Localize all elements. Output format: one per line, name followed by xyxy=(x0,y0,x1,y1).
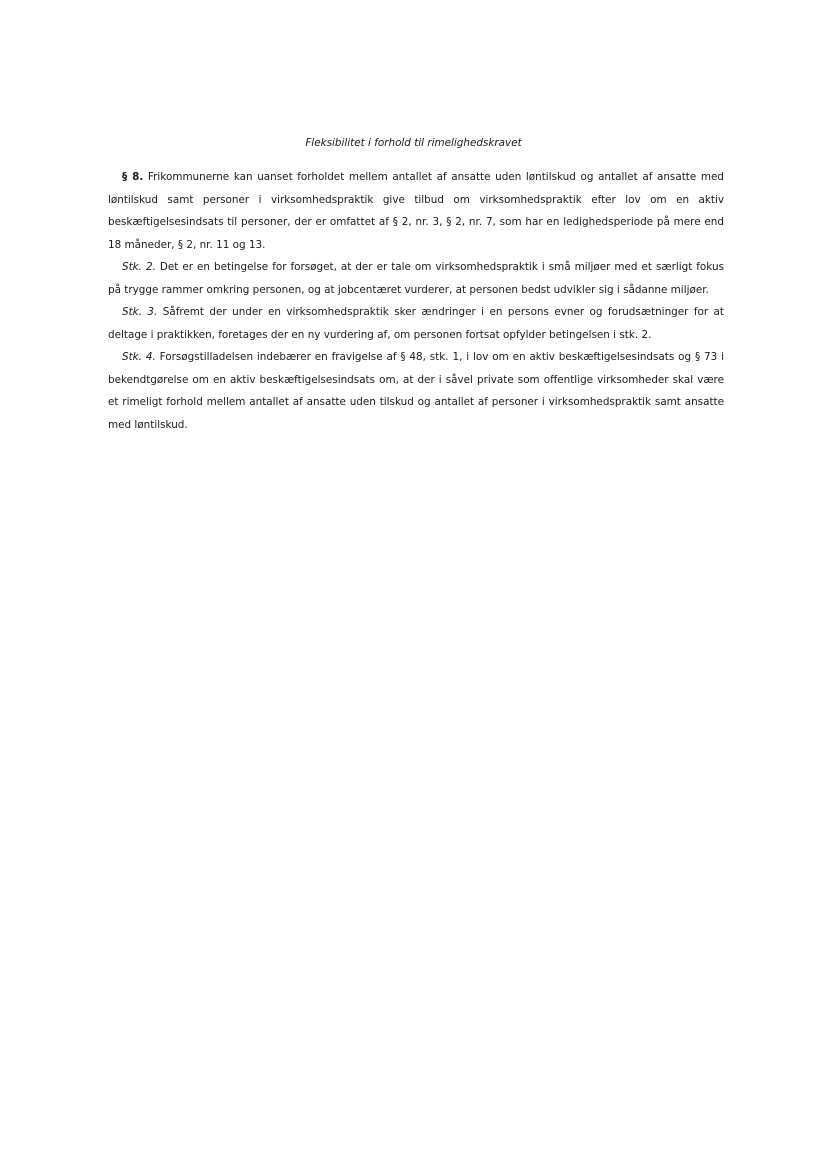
paragraph-text: Det er en betingelse for forsøget, at der er tale om virksomhedspraktik i små miljøer med et særligt fokus på trygge rammer omkring personen, og at jobcentæret vurderer, at personen bedst udvikler sig i sådanne miljøer. xyxy=(108,261,724,296)
document-body xyxy=(108,166,724,436)
paragraph-text: Forsøgstilladelsen indebærer en fravigelse af § 48, stk. 1, i lov om en aktiv beskæftigelsesindsats og § 73 i bekendtgørelse om en aktiv beskæftigelsesindsats om, at der i såvel private som offentlige virksomheder skal være et rimeligt forhold mellem antallet af ansatte uden tilskud og antallet af personer i virksomhedspraktik samt ansatte med løntilskud. xyxy=(108,351,724,431)
stk-label: Stk. 3. xyxy=(122,306,158,318)
stk-label: Stk. 4. xyxy=(122,351,156,363)
paragraph-section-8 xyxy=(108,166,724,256)
paragraph-stk-3 xyxy=(108,301,724,346)
document-title: Fleksibilitet i forhold til rimelighedskravet xyxy=(305,137,522,149)
paragraph-stk-4 xyxy=(108,346,724,436)
stk-label: Stk. 2. xyxy=(122,261,156,273)
paragraph-stk-2 xyxy=(108,256,724,301)
section-label: § 8. xyxy=(122,171,144,183)
paragraph-text: Såfremt der under en virksomhedspraktik sker ændringer i en persons evner og forudsætninger for at deltage i praktikken, foretages der en ny vurdering af, om personen fortsat opfylder betingelsen i stk. 2. xyxy=(108,306,724,341)
paragraph-text: Frikommunerne kan uanset forholdet mellem antallet af ansatte uden løntilskud og antallet af ansatte med løntilskud samt personer i virksomhedspraktik give tilbud om virksomhedspraktik efter lov om en aktiv beskæftigelsesindsats til personer, der er omfattet af § 2, nr. 3, § 2, nr. 7, som har en ledighedsperiode på mere end 18 måneder, § 2, nr. 11 og 13. xyxy=(108,171,724,251)
